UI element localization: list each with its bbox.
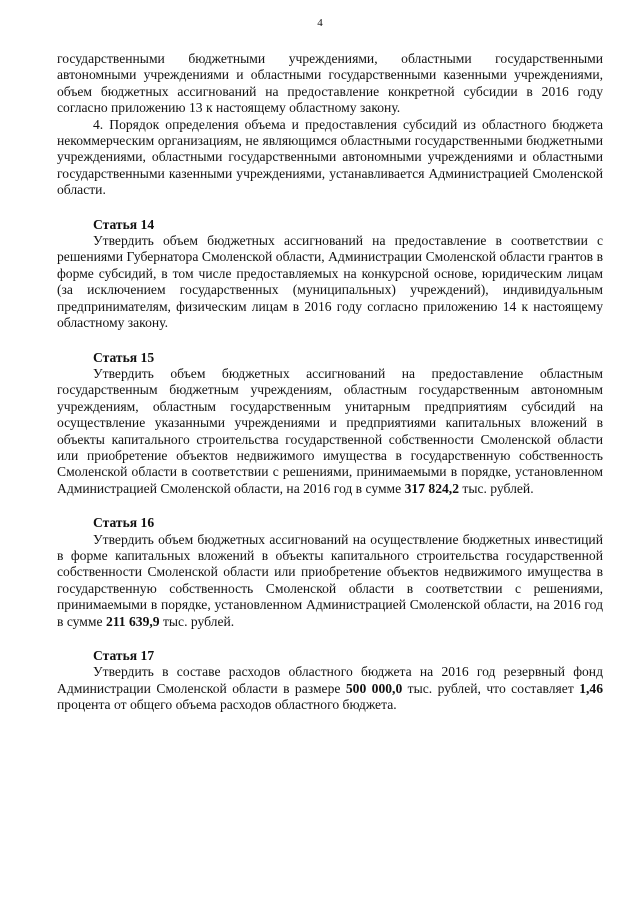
page-number: 4 [317, 17, 323, 29]
article-16-text [57, 532, 603, 630]
article-16-heading: Статья 16 [93, 515, 155, 531]
article-15-heading: Статья 15 [93, 349, 155, 365]
article-15-amount: 317 824,2 [404, 480, 459, 496]
article-17-text-a: Утвердить в составе расходов областного бюджета на 2016 год резервный фонд Администрации Смоленской области в размере [57, 664, 603, 696]
article-17-percent: 1,46 [579, 680, 603, 696]
article-14-text: Утвердить объем бюджетных ассигнований на предоставление в соответствии с решениями Губернатора Смоленской области, Администрации Смоленской области грантов в форме субсидий, в том числе предоставляемых на конкурсной основе, юридическим лицам (за исключением государственных (муниципальных) учреждений), индивидуальным предпринимателям, физическим лицам в 2016 году согласно приложению 14 к настоящему областному закону. [57, 233, 603, 331]
article-17-text [57, 664, 603, 713]
article-17-heading: Статья 17 [93, 648, 155, 663]
article-16-text-b: тыс. рублей. [159, 613, 235, 629]
article-16-amount: 211 639,9 [105, 613, 160, 629]
article-17-text-b: тыс. рублей, что составляет [402, 680, 580, 696]
document-body [57, 51, 603, 714]
article-15-text [57, 366, 603, 497]
paragraph-item-4: 4. Порядок определения объема и предоставления субсидий из областного бюджета некоммерческим организациям, не являющимся областными государственными бюджетными учреждениями, областными государственными автономными учреждениями и областными государственными казенными учреждениями, устанавливается Администрацией Смоленской области. [57, 116, 603, 198]
article-14-heading: Статья 14 [93, 216, 155, 232]
article-16-text-a: Утвердить объем бюджетных ассигнований на осуществление бюджетных инвестиций в форме капитальных вложений в объекты капитального строительства государственной собственности Смоленской области или приобретение объектов недвижимого имущества в государственную собственность Смоленской области в соответствии с решениями, принимаемыми в порядке, установленном Администрацией Смоленской области, на 2016 год в сумме [57, 531, 603, 629]
paragraph-continued: государственными бюджетными учреждениями, областными государственными автономными учреждениями и областными государственными казенными учреждениями, объем бюджетных ассигнований на предоставление конкретной субсидии в 2016 году согласно приложению 13 к настоящему областному закону. [57, 51, 603, 116]
article-17-text-c: процента от общего объема расходов областного бюджета. [57, 697, 397, 713]
article-15-text-b: тыс. рублей. [458, 480, 534, 496]
article-17-amount: 500 000,0 [345, 680, 403, 696]
article-15-text-a: Утвердить объем бюджетных ассигнований на предоставление областным государственным бюджетным учреждениям, областным государственным автономным учреждениям, областным государственным унитарным предприятиям субсидий на осуществление указанными учреждениями и предприятиями капитальных вложений в объекты капитального строительства государственной собственности Смоленской области или приобретение объектов недвижимого имущества в государственную собственность Смоленской области в соответствии с решениями, принимаемыми в порядке, установленном Администрацией Смоленской области, на 2016 год в сумме [57, 365, 603, 496]
